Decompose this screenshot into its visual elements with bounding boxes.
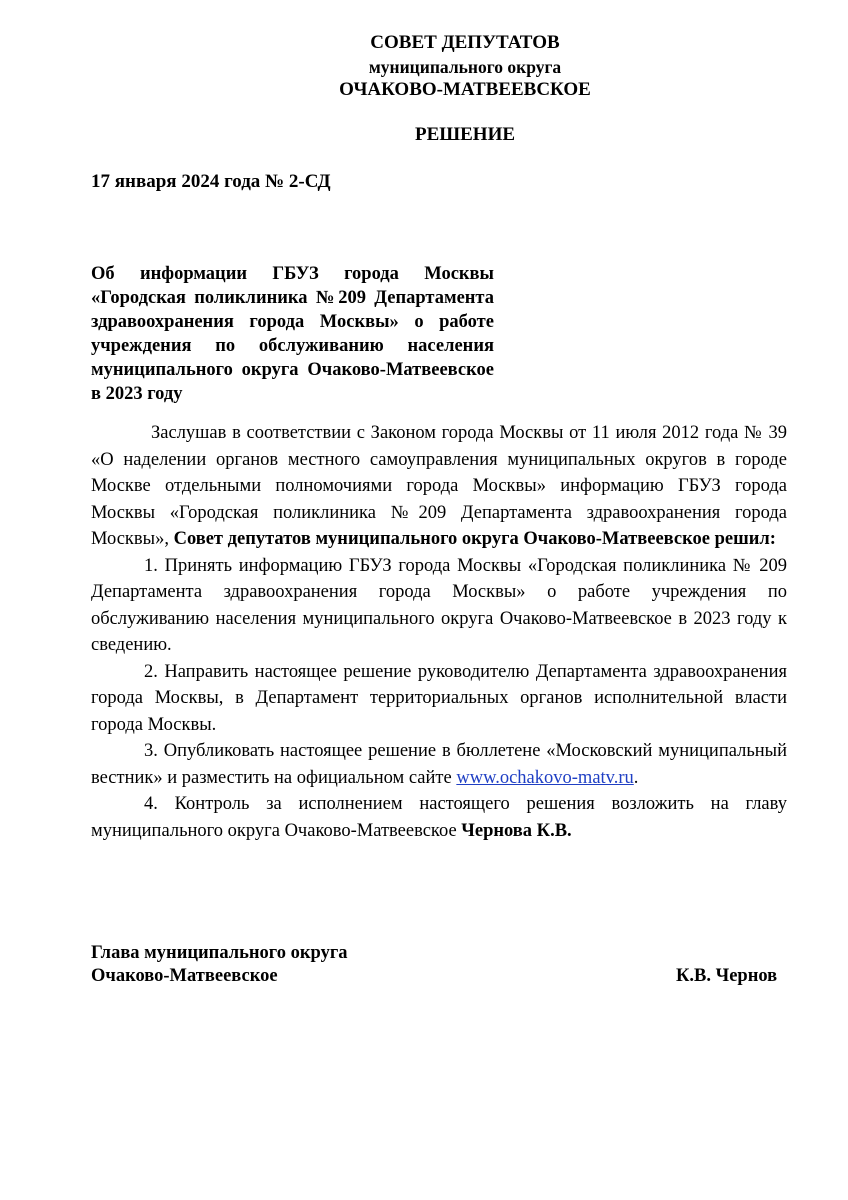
item-3-text: 3. Опубликовать настоящее решение в бюллетене «Московский муниципальный вестник» и разместить на официальном сайте: [91, 741, 787, 788]
decision-body: [91, 420, 787, 844]
doc-type: РЕШЕНИЕ: [414, 124, 516, 145]
council-title: СОВЕТ ДЕПУТАТОВ: [370, 32, 560, 53]
preamble-text: Заслушав в соответствии с Законом города Москвы от 11 июля 2012 года № 39 «О наделении органов местного самоуправления муниципальных округов в городе Москве отдельными полномочиями города Москвы» информацию ГБУЗ города Москвы «Городская поликлиника №209 Департамента здравоохранения города Москвы»,: [91, 423, 787, 549]
preamble: [91, 420, 787, 553]
item-3-end: .: [633, 767, 639, 788]
item-2: 2. Направить настоящее решение руководителю Департамента здравоохранения города Москвы, в Департамент территориальных органов исполнительной власти города Москвы.: [91, 661, 787, 735]
item-4-name: Чернова К.В.: [461, 820, 572, 841]
item-1: 1. Принять информацию ГБУЗ города Москвы «Городская поликлиника № 209 Департамента здравоохранения города Москвы» о работе учреждения по обслуживанию населения муниципального округа Очаково-Матвеевское в 2023 году к сведению.: [91, 555, 787, 655]
signature-district: Очаково-Матвеевское: [91, 966, 278, 986]
district-name: ОЧАКОВО-МАТВЕЕВСКОЕ: [339, 79, 591, 100]
website-link[interactable]: www.ochakovo-matv.ru: [456, 767, 634, 788]
preamble-resolution: Совет депутатов муниципального округа Очаково-Матвеевское решил:: [173, 529, 776, 549]
date-number: 17 января 2024 года № 2-СД: [91, 171, 331, 192]
item-3: [91, 738, 787, 791]
council-subtitle: муниципального округа: [368, 57, 562, 77]
signature-position: Глава муниципального округа: [91, 943, 348, 963]
decision-title: Об информации ГБУЗ города Москвы «Городская поликлиника №209 Департамента здравоохранения города Москвы» о работе учреждения по обслуживанию населения муниципального округа Очаково-Матвеевское в 2023 году: [91, 264, 494, 404]
item-4: [91, 791, 787, 844]
signature-name: К.В. Чернов: [676, 966, 778, 986]
item-4-text: 4. Контроль за исполнением настоящего решения возложить на главу муниципального округа Очаково-Матвеевское: [91, 794, 787, 841]
